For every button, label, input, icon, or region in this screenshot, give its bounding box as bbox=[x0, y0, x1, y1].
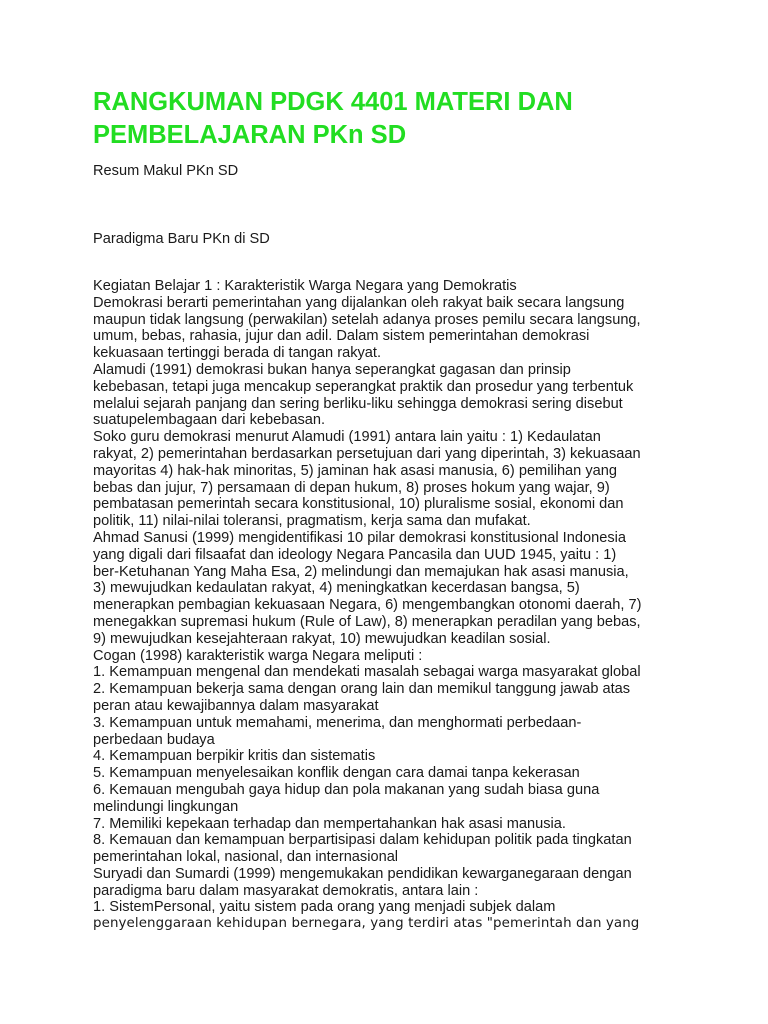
body-line: perbedaan budaya bbox=[93, 731, 215, 748]
body-line: yang digali dari filsaafat dan ideology Negara Pancasila dan UUD 1945, yaitu : 1) bbox=[93, 546, 617, 563]
body-line: Alamudi (1991) demokrasi bukan hanya seperangkat gagasan dan prinsip bbox=[93, 361, 571, 378]
body-line: ber-Ketuhanan Yang Maha Esa, 2) melindungi dan memajukan hak asasi manusia, bbox=[93, 563, 629, 580]
body-line: rakyat, 2) pemerintahan berdasarkan persetujuan dari yang diperintah, 3) kekuasaan bbox=[93, 445, 641, 462]
body-line: 1. SistemPersonal, yaitu sistem pada orang yang menjadi subjek dalam bbox=[93, 899, 556, 916]
document-page bbox=[93, 86, 733, 932]
document-body bbox=[93, 278, 733, 933]
section-heading: Paradigma Baru PKn di SD bbox=[93, 231, 270, 247]
body-line: bebas dan jujur, 7) persamaan di depan hukum, 8) proses hokum yang wajar, 9) bbox=[93, 479, 610, 496]
body-line: 8. Kemauan dan kemampuan berpartisipasi dalam kehidupan politik pada tingkatan bbox=[93, 832, 632, 849]
body-line: melalui sejarah panjang dan sering berliku-liku sehingga demokrasi sering disebut bbox=[93, 395, 623, 412]
body-line: maupun tidak langsung (perwakilan) setelah adanya proses pemilu secara langsung, bbox=[93, 311, 641, 328]
body-line: menegakkan supremasi hukum (Rule of Law), 8) menerapkan peradilan yang bebas, bbox=[93, 613, 641, 630]
body-line: 4. Kemampuan berpikir kritis dan sistematis bbox=[93, 748, 376, 765]
body-line: Cogan (1998) karakteristik warga Negara meliputi : bbox=[93, 647, 423, 664]
body-line: 3) mewujudkan kedaulatan rakyat, 4) meningkatkan kecerdasan bangsa, 5) bbox=[93, 580, 580, 597]
document-subtitle: Resum Makul PKn SD bbox=[93, 163, 239, 179]
body-line: paradigma baru dalam masyarakat demokratis, antara lain : bbox=[93, 882, 479, 899]
body-line: 6. Kemauan mengubah gaya hidup dan pola makanan yang sudah biasa guna bbox=[93, 781, 600, 798]
body-line: Demokrasi berarti pemerintahan yang dijalankan oleh rakyat baik secara langsung bbox=[93, 294, 625, 311]
body-line: 2. Kemampuan bekerja sama dengan orang lain dan memikul tanggung jawab atas bbox=[93, 681, 631, 698]
body-line: menerapkan pembagian kekuasaan Negara, 6) mengembangkan otonomi daerah, 7) bbox=[93, 597, 642, 614]
body-line: suatupelembagaan dari kebebasan. bbox=[93, 412, 326, 429]
body-line: melindungi lingkungan bbox=[93, 798, 239, 815]
body-line: 3. Kemampuan untuk memahami, menerima, dan menghormati perbedaan- bbox=[93, 714, 582, 731]
body-line: Soko guru demokrasi menurut Alamudi (1991) antara lain yaitu : 1) Kedaulatan bbox=[93, 429, 601, 446]
body-line: 1. Kemampuan mengenal dan mendekati masalah sebagai warga masyarakat global bbox=[93, 664, 641, 681]
body-line: umum, bebas, rahasia, jujur dan adil. Dalam sistem pemerintahan demokrasi bbox=[93, 328, 590, 345]
body-line: kebebasan, tetapi juga mencakup seperangkat praktik dan prosedur yang terbentuk bbox=[93, 378, 634, 395]
body-line: peran atau kewajibannya dalam masyarakat bbox=[93, 697, 379, 714]
document-title: RANGKUMAN PDGK 4401 MATERI DAN PEMBELAJARAN PKn SD bbox=[93, 88, 573, 149]
body-line: 7. Memiliki kepekaan terhadap dan mempertahankan hak asasi manusia. bbox=[93, 815, 566, 832]
body-line: politik, 11) nilai-nilai toleransi, pragmatism, kerja sama dan mufakat. bbox=[93, 513, 531, 530]
body-line: 9) mewujudkan kesejahteraan rakyat, 10) mewujudkan keadilan sosial. bbox=[93, 630, 551, 647]
body-line: pemerintahan lokal, nasional, dan internasional bbox=[93, 849, 399, 866]
body-line: Kegiatan Belajar 1 : Karakteristik Warga Negara yang Demokratis bbox=[93, 278, 517, 294]
body-line: Ahmad Sanusi (1999) mengidentifikasi 10 pilar demokrasi konstitusional Indonesia bbox=[93, 529, 626, 546]
body-line: penyelenggaraan kehidupan bernegara, yang terdiri atas "pemerintah dan yang bbox=[93, 916, 640, 932]
body-line: 5. Kemampuan menyelesaikan konflik dengan cara damai tanpa kekerasan bbox=[93, 765, 580, 782]
body-line: Suryadi dan Sumardi (1999) mengemukakan pendidikan kewarganegaraan dengan bbox=[93, 865, 632, 882]
body-line: pembatasan pemerintah secara konstitusional, 10) pluralisme sosial, ekonomi dan bbox=[93, 496, 624, 513]
body-line: mayoritas 4) hak-hak minoritas, 5) jaminan hak asasi manusia, 6) pemilihan yang bbox=[93, 462, 617, 479]
body-line: kekuasaan tertinggi berada di tangan rakyat. bbox=[93, 345, 382, 362]
